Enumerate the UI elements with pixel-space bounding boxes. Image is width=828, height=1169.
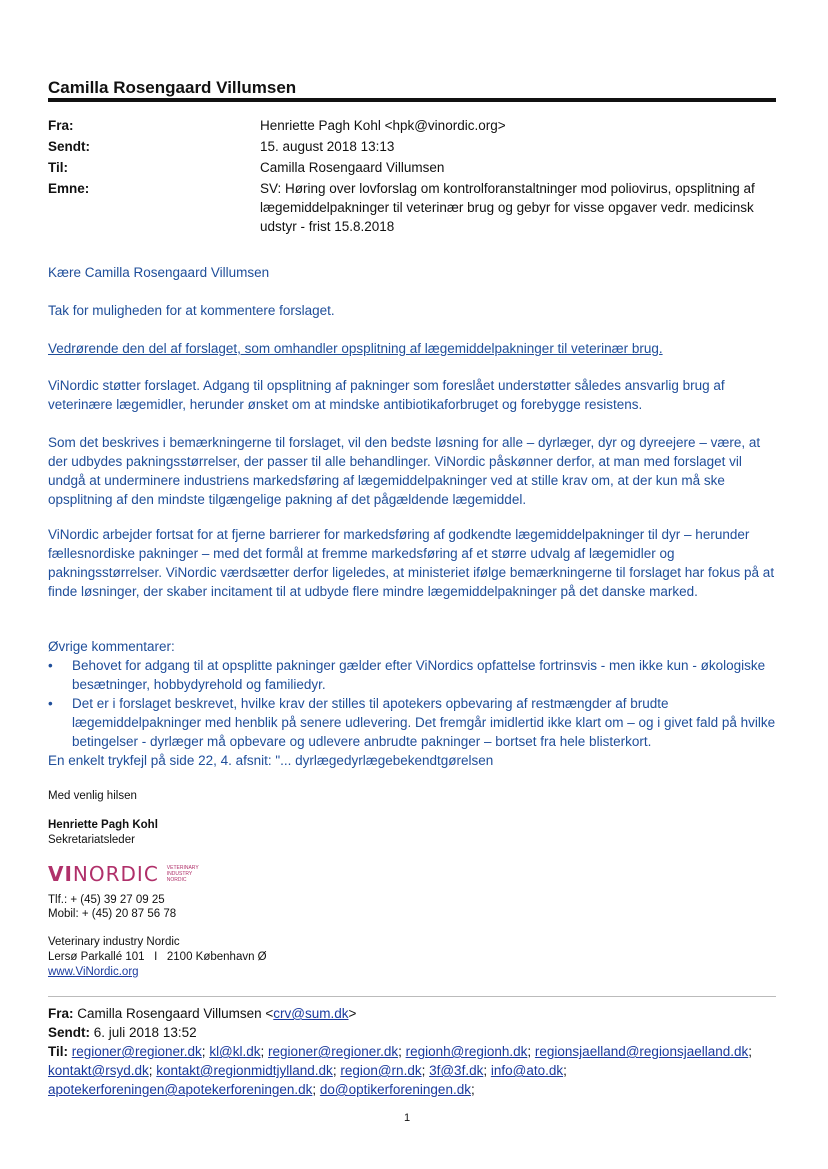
subject-value: SV: Høring over lovforslag om kontrolforanstaltninger mod poliovirus, opsplitning af lægemiddelpakninger til veterinær brug og gebyr for visse opgaver vedr. medicinsk udstyr - frist 15.8.2018	[260, 181, 755, 234]
typo-note: En enkelt trykfejl på side 22, 4. afsnit: "... dyrlægedyrlægebekendtgørelsen	[48, 753, 494, 768]
fwd-from-row: Fra: Camilla Rosengaard Villumsen <crv@sum.dk>	[48, 1006, 357, 1021]
fwd-to-email[interactable]: do@optikerforeningen.dk	[319, 1082, 471, 1097]
fwd-to-row: Til: regioner@regioner.dk; kl@kl.dk; regioner@regioner.dk; regionh@regionh.dk; regionsjaelland@regionsjaelland.dk; kontakt@rsyd.dk; kontakt@regionmidtjylland.dk; region@rn.dk; 3f@3f.dk; info@ato.dk; apotekerforeningen@apotekerforeningen.dk; do@optikerforeningen.dk;	[48, 1044, 753, 1097]
sent-label: Sendt:	[48, 139, 90, 154]
paragraph-1: ViNordic støtter forslaget. Adgang til opsplitning af pakninger som foreslået understøtter således ansvarlig brug af veterinære lægemidler, herunder ønsket om at mindske antibiotikaforbruget og forebygge resistens.	[48, 378, 725, 412]
document-owner-name: Camilla Rosengaard Villumsen	[48, 78, 297, 97]
to-label: Til:	[48, 160, 68, 175]
logo-tagline: VETERINARY INDUSTRY NORDIC	[166, 865, 199, 883]
signature-phone: Tlf.: + (45) 39 27 09 25	[48, 894, 165, 906]
header-row-subject	[48, 179, 768, 236]
logo-wordmark: VINORDIC	[48, 862, 159, 886]
fwd-to-email[interactable]: regionsjaelland@regionsjaelland.dk	[534, 1044, 749, 1059]
fwd-to-email[interactable]: regioner@regioner.dk	[268, 1044, 399, 1059]
signature-address: Lersø Parkallé 101 I 2100 København Ø	[48, 951, 267, 963]
header-row-from	[48, 116, 768, 135]
fwd-to-email[interactable]: kl@kl.dk	[209, 1044, 261, 1059]
header-rule	[48, 98, 776, 102]
signature-mobile: Mobil: + (45) 20 87 56 78	[48, 908, 177, 920]
paragraph-2: Som det beskrives i bemærkningerne til forslaget, vil den bedste løsning for alle – dyrlæger, dyr og dyreejere – være, at der udbydes pakningsstørrelser, der passer til alle behandlinger. ViNordic påskønner derfor, at man med forslaget vil undgå at underminere industriens markedsføring af lægemiddelpakninger ved at stille krav om, at der kun må ske opsplitning af den mindste tilgængelige pakning af det pågældende lægemiddel.	[48, 435, 761, 507]
comment-item: • Det er i forslaget beskrevet, hvilke krav der stilles til apotekers opbevaring af restmængder af brudte lægemiddelpakninger med henblik på senere udlevering. Det fremgår imidlertid ikke klart om – og i givet fald på hvilke betingelser - dyrlæger må opbevare og udlevere anbrudte pakninger – bortset fra hele blisterkort.	[72, 694, 778, 751]
from-value: Henriette Pagh Kohl <hpk@vinordic.org>	[260, 118, 506, 133]
other-comments	[48, 637, 778, 770]
fwd-to-email[interactable]: kontakt@rsyd.dk	[48, 1063, 149, 1078]
forwarded-header	[48, 1004, 778, 1099]
section-heading: Vedrørende den del af forslaget, som omhandler opsplitning af lægemiddelpakninger til veterinær brug.	[48, 341, 663, 356]
sent-value: 15. august 2018 13:13	[260, 139, 395, 154]
header-row-to	[48, 158, 768, 177]
vinordic-logo	[48, 862, 203, 886]
fwd-to-email[interactable]: regionh@regionh.dk	[405, 1044, 528, 1059]
from-label: Fra:	[48, 118, 74, 133]
website-link[interactable]: www.ViNordic.org	[48, 966, 139, 978]
signature-name: Henriette Pagh Kohl	[48, 819, 158, 831]
greeting: Kære Camilla Rosengaard Villumsen	[48, 265, 270, 280]
signature-org: Veterinary industry Nordic	[48, 936, 180, 948]
comment-item: • Behovet for adgang til at opsplitte pakninger gælder efter ViNordics opfattelse fortrinsvis - men ikke kun - økologiske besætninger, hobbydyrehold og familiedyr.	[72, 656, 778, 694]
paragraph-3: ViNordic arbejder fortsat for at fjerne barrierer for markedsføring af godkendte lægemiddelpakninger til dyr – herunder fællesnordiske pakninger – med det formål at fremme markedsføring af et større udvalg af lægemidler og pakningsstørrelser. ViNordic værdsætter derfor ligeledes, at ministeriet ifølge bemærkningerne til forslaget har fokus på at finde løsninger, der skaber incitament til at udbyde flere mindre lægemiddelpakninger på det danske marked.	[48, 527, 775, 599]
fwd-sent-row: Sendt: 6. juli 2018 13:52	[48, 1025, 197, 1040]
fwd-to-email[interactable]: 3f@3f.dk	[429, 1063, 484, 1078]
fwd-from-email[interactable]: crv@sum.dk	[273, 1006, 349, 1021]
forward-separator	[48, 996, 776, 997]
subject-label: Emne:	[48, 181, 90, 196]
to-value: Camilla Rosengaard Villumsen	[260, 160, 445, 175]
thanks-line: Tak for muligheden for at kommentere forslaget.	[48, 303, 335, 318]
fwd-to-email[interactable]: info@ato.dk	[490, 1063, 564, 1078]
fwd-to-email[interactable]: kontakt@regionmidtjylland.dk	[156, 1063, 333, 1078]
fwd-to-email[interactable]: apotekerforeningen@apotekerforeningen.dk	[48, 1082, 313, 1097]
other-comments-heading: Øvrige kommentarer:	[48, 639, 175, 654]
signature-title: Sekretariatsleder	[48, 834, 135, 846]
closing: Med venlig hilsen	[48, 790, 137, 802]
email-header	[48, 116, 768, 238]
fwd-to-email[interactable]: region@rn.dk	[340, 1063, 422, 1078]
comment-list	[48, 656, 778, 751]
page-number: 1	[404, 1112, 411, 1124]
fwd-to-email[interactable]: regioner@regioner.dk	[71, 1044, 202, 1059]
header-row-sent	[48, 137, 768, 156]
